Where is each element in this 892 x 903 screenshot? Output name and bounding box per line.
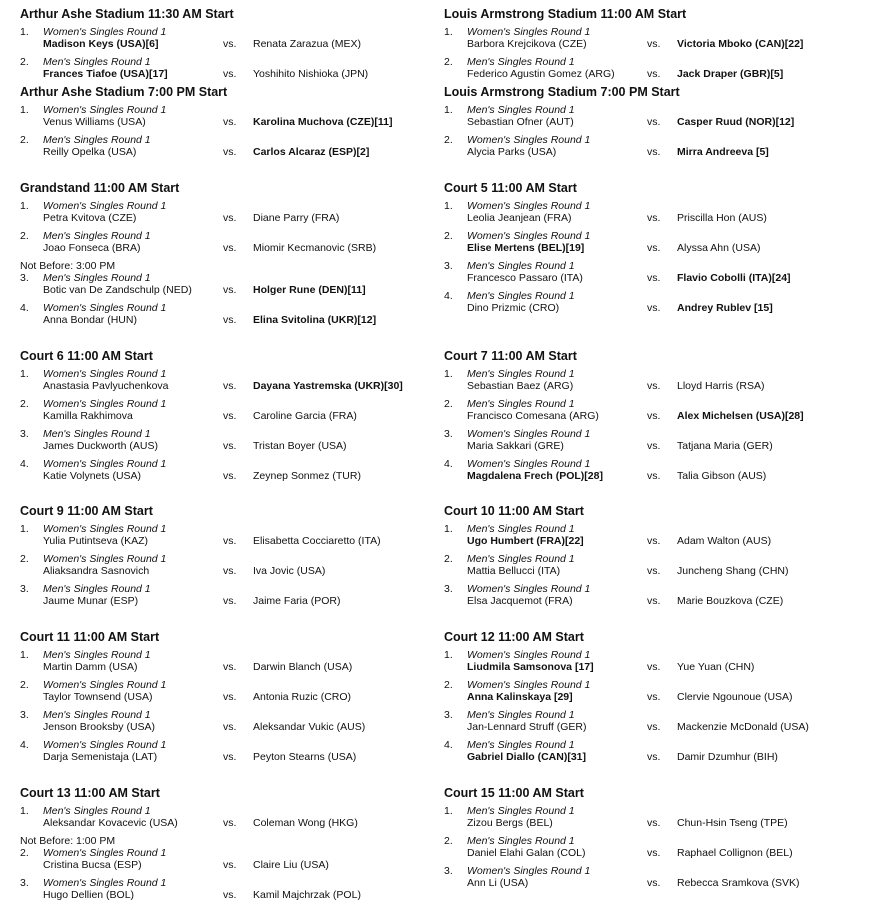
match-row <box>444 134 874 160</box>
versus-label: vs. <box>647 565 661 577</box>
match-row <box>20 739 450 765</box>
match-row <box>20 104 450 130</box>
player-one: Anna Bondar (HUN) <box>43 314 137 326</box>
versus-label: vs. <box>647 380 661 392</box>
match-number: 1. <box>444 368 453 380</box>
court-title: Court 6 11:00 AM Start <box>20 349 153 363</box>
match-number: 3. <box>20 272 29 284</box>
match-number: 2. <box>444 835 453 847</box>
not-before-note: Not Before: 1:00 PM <box>20 835 116 847</box>
player-one: Venus Williams (USA) <box>43 116 146 128</box>
player-one: Joao Fonseca (BRA) <box>43 242 141 254</box>
event-name: Women's Singles Round 1 <box>43 739 167 751</box>
match-row <box>444 260 874 286</box>
versus-label: vs. <box>223 691 237 703</box>
player-one: Leolia Jeanjean (FRA) <box>467 212 572 224</box>
player-two: Antonia Ruzic (CRO) <box>253 691 352 703</box>
player-two: Alex Michelsen (USA)[28] <box>677 410 804 422</box>
event-name: Women's Singles Round 1 <box>43 877 167 889</box>
event-name: Men's Singles Round 1 <box>467 835 575 847</box>
player-one: Daniel Elahi Galan (COL) <box>467 847 586 859</box>
match-row <box>444 739 874 765</box>
match-number: 2. <box>444 134 453 146</box>
event-name: Men's Singles Round 1 <box>467 553 575 565</box>
match-number: 3. <box>20 709 29 721</box>
match-row <box>444 679 874 705</box>
match-number: 2. <box>444 230 453 242</box>
court-title: Louis Armstrong Stadium 7:00 PM Start <box>444 85 680 99</box>
match-row <box>20 649 450 675</box>
match-row <box>444 709 874 735</box>
player-one: Yulia Putintseva (KAZ) <box>43 535 149 547</box>
player-two: Claire Liu (USA) <box>253 859 329 871</box>
match-row <box>444 26 874 52</box>
versus-label: vs. <box>223 314 237 326</box>
event-name: Men's Singles Round 1 <box>43 583 151 595</box>
player-one: Anna Kalinskaya [29] <box>467 691 573 703</box>
player-two: Chun-Hsin Tseng (TPE) <box>677 817 788 829</box>
event-name: Men's Singles Round 1 <box>43 134 151 146</box>
player-two: Holger Rune (DEN)[11] <box>253 284 366 296</box>
match-row <box>20 523 450 549</box>
player-two: Damir Dzumhur (BIH) <box>677 751 778 763</box>
player-two: Alyssa Ahn (USA) <box>677 242 761 254</box>
court-title: Court 11 11:00 AM Start <box>20 630 160 644</box>
versus-label: vs. <box>223 242 237 254</box>
player-one: James Duckworth (AUS) <box>43 440 158 452</box>
match-row <box>444 56 874 82</box>
player-two: Juncheng Shang (CHN) <box>677 565 789 577</box>
player-one: Reilly Opelka (USA) <box>43 146 137 158</box>
match-number: 1. <box>444 26 453 38</box>
versus-label: vs. <box>647 847 661 859</box>
player-one: Frances Tiafoe (USA)[17] <box>43 68 168 80</box>
event-name: Women's Singles Round 1 <box>467 458 591 470</box>
match-number: 3. <box>20 877 29 889</box>
player-one: Dino Prizmic (CRO) <box>467 302 560 314</box>
versus-label: vs. <box>223 68 237 80</box>
match-number: 2. <box>20 679 29 691</box>
player-two: Elina Svitolina (UKR)[12] <box>253 314 377 326</box>
court-title: Court 10 11:00 AM Start <box>444 504 584 518</box>
player-two: Aleksandar Vukic (AUS) <box>253 721 366 733</box>
player-two: Clervie Ngounoue (USA) <box>677 691 793 703</box>
player-one: Darja Semenistaja (LAT) <box>43 751 158 763</box>
match-number: 1. <box>20 805 29 817</box>
match-row <box>20 805 450 831</box>
event-name: Men's Singles Round 1 <box>43 428 151 440</box>
event-name: Men's Singles Round 1 <box>43 709 151 721</box>
match-row <box>444 458 874 484</box>
player-two: Casper Ruud (NOR)[12] <box>677 116 795 128</box>
court-title: Court 9 11:00 AM Start <box>20 504 153 518</box>
versus-label: vs. <box>647 440 661 452</box>
versus-label: vs. <box>223 565 237 577</box>
versus-label: vs. <box>223 212 237 224</box>
player-two: Tristan Boyer (USA) <box>253 440 347 452</box>
player-two: Elisabetta Cocciaretto (ITA) <box>253 535 381 547</box>
event-name: Men's Singles Round 1 <box>43 230 151 242</box>
match-row <box>20 428 450 454</box>
event-name: Women's Singles Round 1 <box>467 26 591 38</box>
match-number: 3. <box>444 428 453 440</box>
versus-label: vs. <box>647 38 661 50</box>
versus-label: vs. <box>647 535 661 547</box>
event-name: Women's Singles Round 1 <box>43 302 167 314</box>
match-number: 4. <box>444 290 453 302</box>
court-title: Louis Armstrong Stadium 11:00 AM Start <box>444 7 687 21</box>
event-name: Men's Singles Round 1 <box>467 290 575 302</box>
player-one: Ann Li (USA) <box>467 877 529 889</box>
match-row <box>20 26 450 52</box>
player-two: Miomir Kecmanovic (SRB) <box>253 242 377 254</box>
match-row <box>444 104 874 130</box>
player-two: Zeynep Sonmez (TUR) <box>253 470 361 482</box>
match-number: 2. <box>20 56 29 68</box>
versus-label: vs. <box>647 116 661 128</box>
event-name: Women's Singles Round 1 <box>467 865 591 877</box>
event-name: Women's Singles Round 1 <box>43 523 167 535</box>
player-one: Botic van De Zandschulp (NED) <box>43 284 192 296</box>
versus-label: vs. <box>647 817 661 829</box>
player-one: Francesco Passaro (ITA) <box>467 272 583 284</box>
event-name: Men's Singles Round 1 <box>467 56 575 68</box>
match-number: 4. <box>20 458 29 470</box>
versus-label: vs. <box>223 889 237 901</box>
match-number: 2. <box>20 553 29 565</box>
player-one: Ugo Humbert (FRA)[22] <box>467 535 584 547</box>
versus-label: vs. <box>647 272 661 284</box>
player-two: Priscilla Hon (AUS) <box>677 212 767 224</box>
match-number: 1. <box>20 368 29 380</box>
versus-label: vs. <box>223 440 237 452</box>
player-two: Jack Draper (GBR)[5] <box>677 68 784 80</box>
event-name: Men's Singles Round 1 <box>43 649 151 661</box>
match-number: 4. <box>444 739 453 751</box>
match-number: 2. <box>444 679 453 691</box>
versus-label: vs. <box>223 116 237 128</box>
match-number: 3. <box>20 583 29 595</box>
match-row <box>444 553 874 579</box>
player-two: Mirra Andreeva [5] <box>677 146 769 158</box>
player-one: Sebastian Baez (ARG) <box>467 380 574 392</box>
player-two: Caroline Garcia (FRA) <box>253 410 357 422</box>
match-row <box>20 679 450 705</box>
versus-label: vs. <box>647 302 661 314</box>
court-title: Arthur Ashe Stadium 7:00 PM Start <box>20 85 228 99</box>
versus-label: vs. <box>647 146 661 158</box>
match-row <box>20 302 450 328</box>
versus-label: vs. <box>647 242 661 254</box>
match-number: 2. <box>20 230 29 242</box>
event-name: Women's Singles Round 1 <box>467 200 591 212</box>
event-name: Men's Singles Round 1 <box>467 805 575 817</box>
player-one: Aliaksandra Sasnovich <box>43 565 150 577</box>
player-two: Yoshihito Nishioka (JPN) <box>253 68 369 80</box>
event-name: Men's Singles Round 1 <box>43 56 151 68</box>
match-number: 2. <box>20 847 29 859</box>
match-number: 2. <box>444 56 453 68</box>
match-number: 1. <box>20 523 29 535</box>
player-two: Kamil Majchrzak (POL) <box>253 889 361 901</box>
match-row <box>20 583 450 609</box>
match-row <box>444 368 874 394</box>
match-row <box>20 847 450 873</box>
player-two: Lloyd Harris (RSA) <box>677 380 765 392</box>
match-row <box>20 230 450 256</box>
match-row <box>444 835 874 861</box>
match-row <box>444 805 874 831</box>
player-one: Taylor Townsend (USA) <box>43 691 153 703</box>
event-name: Women's Singles Round 1 <box>43 553 167 565</box>
match-number: 3. <box>444 260 453 272</box>
player-one: Cristina Bucsa (ESP) <box>43 859 142 871</box>
event-name: Women's Singles Round 1 <box>467 230 591 242</box>
match-row <box>20 877 450 903</box>
player-one: Madison Keys (USA)[6] <box>43 38 159 50</box>
player-one: Mattia Bellucci (ITA) <box>467 565 561 577</box>
match-number: 4. <box>20 302 29 314</box>
player-one: Gabriel Diallo (CAN)[31] <box>467 751 587 763</box>
match-row <box>444 649 874 675</box>
match-number: 1. <box>20 649 29 661</box>
event-name: Women's Singles Round 1 <box>467 428 591 440</box>
event-name: Women's Singles Round 1 <box>467 583 591 595</box>
event-name: Men's Singles Round 1 <box>467 739 575 751</box>
match-number: 3. <box>444 583 453 595</box>
versus-label: vs. <box>223 859 237 871</box>
versus-label: vs. <box>647 470 661 482</box>
player-one: Sebastian Ofner (AUT) <box>467 116 574 128</box>
versus-label: vs. <box>647 751 661 763</box>
player-two: Talia Gibson (AUS) <box>677 470 767 482</box>
event-name: Women's Singles Round 1 <box>43 847 167 859</box>
match-row <box>444 398 874 424</box>
player-two: Tatjana Maria (GER) <box>677 440 773 452</box>
event-name: Men's Singles Round 1 <box>467 368 575 380</box>
match-number: 3. <box>444 709 453 721</box>
player-one: Jenson Brooksby (USA) <box>43 721 156 733</box>
match-row <box>20 709 450 735</box>
match-row <box>20 458 450 484</box>
event-name: Women's Singles Round 1 <box>43 26 167 38</box>
match-row <box>444 865 874 891</box>
player-one: Anastasia Pavlyuchenkova <box>43 380 169 392</box>
match-row <box>20 56 450 82</box>
versus-label: vs. <box>647 68 661 80</box>
match-row <box>20 272 450 298</box>
event-name: Women's Singles Round 1 <box>43 679 167 691</box>
event-name: Women's Singles Round 1 <box>467 649 591 661</box>
versus-label: vs. <box>223 751 237 763</box>
match-number: 1. <box>444 523 453 535</box>
match-number: 2. <box>20 398 29 410</box>
match-row <box>444 230 874 256</box>
versus-label: vs. <box>223 535 237 547</box>
versus-label: vs. <box>647 212 661 224</box>
versus-label: vs. <box>223 721 237 733</box>
match-row <box>20 368 450 394</box>
match-row <box>444 200 874 226</box>
match-number: 1. <box>444 104 453 116</box>
match-row <box>20 200 450 226</box>
player-two: Raphael Collignon (BEL) <box>677 847 793 859</box>
event-name: Women's Singles Round 1 <box>43 368 167 380</box>
player-one: Jaume Munar (ESP) <box>43 595 139 607</box>
event-name: Women's Singles Round 1 <box>467 134 591 146</box>
event-name: Women's Singles Round 1 <box>43 398 167 410</box>
match-number: 2. <box>444 553 453 565</box>
player-two: Victoria Mboko (CAN)[22] <box>677 38 804 50</box>
event-name: Men's Singles Round 1 <box>467 398 575 410</box>
player-one: Katie Volynets (USA) <box>43 470 142 482</box>
player-one: Aleksandar Kovacevic (USA) <box>43 817 178 829</box>
player-two: Flavio Cobolli (ITA)[24] <box>677 272 791 284</box>
match-number: 2. <box>20 134 29 146</box>
player-two: Mackenzie McDonald (USA) <box>677 721 809 733</box>
court-title: Court 7 11:00 AM Start <box>444 349 577 363</box>
versus-label: vs. <box>223 817 237 829</box>
player-two: Andrey Rublev [15] <box>677 302 773 314</box>
player-one: Martin Damm (USA) <box>43 661 138 673</box>
court-title: Arthur Ashe Stadium 11:30 AM Start <box>20 7 234 21</box>
match-number: 2. <box>444 398 453 410</box>
player-one: Liudmila Samsonova [17] <box>467 661 594 673</box>
versus-label: vs. <box>647 595 661 607</box>
versus-label: vs. <box>647 721 661 733</box>
match-number: 1. <box>444 805 453 817</box>
player-one: Elise Mertens (BEL)[19] <box>467 242 585 254</box>
match-number: 4. <box>20 739 29 751</box>
court-title: Court 15 11:00 AM Start <box>444 786 584 800</box>
event-name: Women's Singles Round 1 <box>43 200 167 212</box>
player-two: Diane Parry (FRA) <box>253 212 340 224</box>
match-row <box>20 553 450 579</box>
versus-label: vs. <box>223 146 237 158</box>
match-number: 1. <box>20 26 29 38</box>
player-two: Karolina Muchova (CZE)[11] <box>253 116 393 128</box>
court-title: Court 13 11:00 AM Start <box>20 786 160 800</box>
event-name: Women's Singles Round 1 <box>43 104 167 116</box>
player-two: Coleman Wong (HKG) <box>253 817 358 829</box>
versus-label: vs. <box>223 661 237 673</box>
match-row <box>444 523 874 549</box>
player-two: Marie Bouzkova (CZE) <box>677 595 784 607</box>
match-row <box>444 583 874 609</box>
match-row <box>444 428 874 454</box>
player-two: Iva Jovic (USA) <box>253 565 326 577</box>
player-two: Yue Yuan (CHN) <box>677 661 755 673</box>
player-one: Petra Kvitova (CZE) <box>43 212 137 224</box>
versus-label: vs. <box>647 691 661 703</box>
event-name: Men's Singles Round 1 <box>43 272 151 284</box>
versus-label: vs. <box>223 410 237 422</box>
match-number: 1. <box>20 200 29 212</box>
player-two: Peyton Stearns (USA) <box>253 751 357 763</box>
match-row <box>444 290 874 316</box>
match-number: 1. <box>20 104 29 116</box>
player-one: Barbora Krejcikova (CZE) <box>467 38 587 50</box>
match-number: 3. <box>20 428 29 440</box>
player-one: Elsa Jacquemot (FRA) <box>467 595 573 607</box>
player-two: Jaime Faria (POR) <box>253 595 341 607</box>
player-one: Magdalena Frech (POL)[28] <box>467 470 603 482</box>
player-one: Alycia Parks (USA) <box>467 146 557 158</box>
player-two: Carlos Alcaraz (ESP)[2] <box>253 146 370 158</box>
player-one: Maria Sakkari (GRE) <box>467 440 564 452</box>
event-name: Women's Singles Round 1 <box>467 679 591 691</box>
not-before-note: Not Before: 3:00 PM <box>20 260 116 272</box>
match-number: 3. <box>444 865 453 877</box>
versus-label: vs. <box>647 877 661 889</box>
player-one: Jan-Lennard Struff (GER) <box>467 721 587 733</box>
versus-label: vs. <box>223 380 237 392</box>
versus-label: vs. <box>223 595 237 607</box>
versus-label: vs. <box>223 470 237 482</box>
match-number: 1. <box>444 200 453 212</box>
player-two: Renata Zarazua (MEX) <box>253 38 361 50</box>
event-name: Men's Singles Round 1 <box>43 805 151 817</box>
event-name: Men's Singles Round 1 <box>467 104 575 116</box>
player-one: Francisco Comesana (ARG) <box>467 410 599 422</box>
player-two: Adam Walton (AUS) <box>677 535 772 547</box>
player-one: Federico Agustin Gomez (ARG) <box>467 68 615 80</box>
player-two: Rebecca Sramkova (SVK) <box>677 877 800 889</box>
match-number: 4. <box>444 458 453 470</box>
match-number: 1. <box>444 649 453 661</box>
versus-label: vs. <box>223 38 237 50</box>
court-title: Court 5 11:00 AM Start <box>444 181 577 195</box>
match-row <box>20 134 450 160</box>
player-one: Hugo Dellien (BOL) <box>43 889 135 901</box>
event-name: Men's Singles Round 1 <box>467 709 575 721</box>
player-two: Dayana Yastremska (UKR)[30] <box>253 380 403 392</box>
court-title: Court 12 11:00 AM Start <box>444 630 584 644</box>
event-name: Women's Singles Round 1 <box>43 458 167 470</box>
player-one: Zizou Bergs (BEL) <box>467 817 553 829</box>
match-row <box>20 398 450 424</box>
versus-label: vs. <box>647 410 661 422</box>
player-two: Darwin Blanch (USA) <box>253 661 353 673</box>
event-name: Men's Singles Round 1 <box>467 523 575 535</box>
event-name: Men's Singles Round 1 <box>467 260 575 272</box>
court-title: Grandstand 11:00 AM Start <box>20 181 180 195</box>
player-one: Kamilla Rakhimova <box>43 410 133 422</box>
versus-label: vs. <box>647 661 661 673</box>
versus-label: vs. <box>223 284 237 296</box>
